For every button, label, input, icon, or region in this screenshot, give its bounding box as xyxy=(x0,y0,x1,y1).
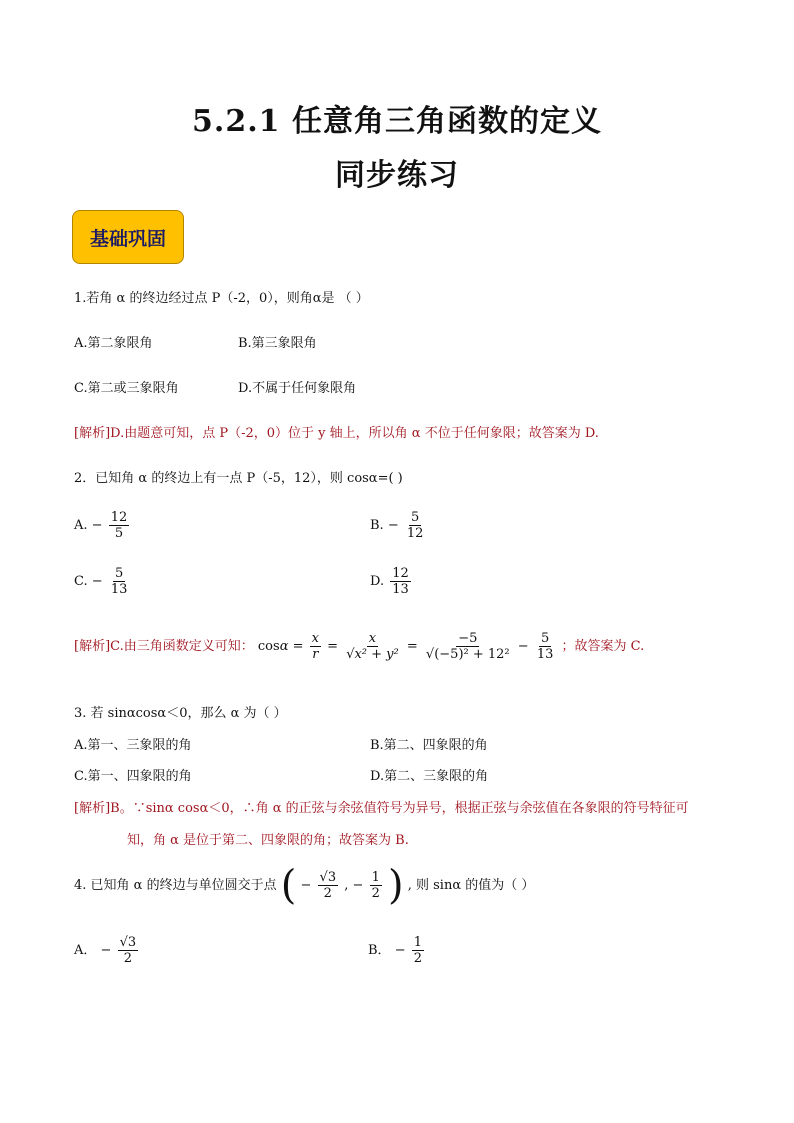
fraction xyxy=(405,510,426,541)
question-2-stem: 2．已知角 α 的终边上有一点 P（-5，12），则 cosα=( ) xyxy=(74,471,403,486)
numerator: x xyxy=(311,631,319,646)
denominator: 2 xyxy=(123,951,132,966)
minus-sign: − xyxy=(300,878,312,893)
denominator: 5 xyxy=(114,526,124,541)
q4-option-a xyxy=(74,935,140,966)
q3-option-a: A.第一、三象限的角 xyxy=(74,738,192,753)
denominator: 13 xyxy=(536,647,554,662)
right-paren: ) xyxy=(387,862,404,909)
q1-option-d: D.不属于任何象限角 xyxy=(238,381,357,396)
option-label: A． xyxy=(74,943,97,958)
page-title: 5.2.1 任意角三角函数的定义 xyxy=(192,104,602,139)
minus-sign: − xyxy=(100,943,112,958)
analysis-suffix: ；故答案为 C. xyxy=(561,639,645,654)
q3-analysis-line-2: 知，角 α 是位于第二、四象限的角；故答案为 B. xyxy=(127,833,409,848)
q4-stem-suffix: , 则 sinα 的值为（ ） xyxy=(407,878,535,893)
equals-sign: = xyxy=(327,639,339,654)
q4-stem-prefix: 4. 已知角 α 的终边与单位圆交于点 xyxy=(74,878,277,893)
option-label: C. xyxy=(74,574,88,589)
q3-option-b: B.第二、四象限的角 xyxy=(370,738,488,753)
denominator: √(−5)² + 12² xyxy=(425,647,510,662)
minus-sign: − xyxy=(517,639,529,654)
fraction-x-over-sqrt xyxy=(344,631,401,662)
question-1-stem: 1.若角 α 的终边经过点 P（-2，0），则角α是 （ ） xyxy=(74,291,369,306)
q1-analysis: [解析]D.由题意可知，点 P（-2，0）位于 y 轴上，所以角 α 不位于任何象限；故答案为 D. xyxy=(74,426,599,441)
fraction xyxy=(109,510,130,541)
q2-option-d xyxy=(370,566,413,597)
denominator: 2 xyxy=(371,886,380,901)
minus-sign: − xyxy=(352,878,364,893)
q2-option-c xyxy=(74,566,131,597)
point-y-fraction xyxy=(370,870,382,901)
denominator: 13 xyxy=(110,582,128,597)
numerator: 1 xyxy=(371,870,380,885)
analysis-prefix: [解析]C.由三角函数定义可知： xyxy=(74,639,254,654)
minus-sign: − xyxy=(91,518,103,533)
equals-sign: = xyxy=(292,639,304,654)
q3-option-c: C.第一、四象限的角 xyxy=(74,769,192,784)
minus-sign: − xyxy=(394,943,406,958)
numerator: √3 xyxy=(319,870,337,885)
numerator: 5 xyxy=(540,631,550,646)
numerator: x xyxy=(368,631,377,646)
q3-analysis-line-1: [解析]B。∵sinα cosα＜0，∴角 α 的正弦与余弦值符号为异号，根据正弦与余弦值在各象限的符号特征可 xyxy=(74,801,689,816)
q4-option-b xyxy=(368,935,426,966)
q2-option-a xyxy=(74,510,131,541)
option-label: A. xyxy=(74,518,88,533)
fraction xyxy=(118,935,139,966)
fraction-x-over-r xyxy=(310,631,321,662)
q1-option-a: A.第二象限角 xyxy=(74,336,153,351)
q1-option-b: B.第三象限角 xyxy=(238,336,317,351)
question-3-stem: 3. 若 sinαcosα＜0，那么 α 为（ ） xyxy=(74,706,287,721)
question-4-stem xyxy=(74,862,534,910)
fraction xyxy=(109,566,130,597)
q1-option-c: C.第二或三象限角 xyxy=(74,381,179,396)
minus-sign: − xyxy=(387,518,399,533)
fraction-numeric xyxy=(424,631,512,662)
numerator: 12 xyxy=(110,510,128,525)
numerator: −5 xyxy=(458,631,478,646)
denominator: 13 xyxy=(392,582,409,597)
alpha-symbol: α xyxy=(279,639,289,654)
option-label: D. xyxy=(370,574,385,589)
denominator: 2 xyxy=(413,951,423,966)
fraction xyxy=(390,566,411,597)
point-x-fraction xyxy=(318,870,339,901)
equals-sign: = xyxy=(406,639,418,654)
denominator: 12 xyxy=(406,526,424,541)
q3-option-d: D.第二、三象限的角 xyxy=(370,769,489,784)
denominator: 2 xyxy=(323,886,332,901)
numerator: 5 xyxy=(411,510,420,525)
fraction-result xyxy=(535,631,556,662)
denominator: r xyxy=(312,647,319,662)
numerator: 1 xyxy=(413,935,423,950)
denominator: √x² + y² xyxy=(346,647,399,662)
cos-text: cos xyxy=(257,639,280,654)
numerator: 5 xyxy=(114,566,124,581)
option-label: B. xyxy=(370,518,384,533)
q2-analysis xyxy=(74,626,644,668)
section-badge: 基础巩固 xyxy=(72,210,184,264)
q2-option-b xyxy=(370,510,427,541)
page-subtitle: 同步练习 xyxy=(335,158,459,193)
comma: , xyxy=(344,878,349,893)
minus-sign: − xyxy=(91,574,103,589)
left-paren: ( xyxy=(280,862,297,909)
fraction xyxy=(412,935,424,966)
numerator: 12 xyxy=(392,566,409,581)
option-label: B． xyxy=(368,943,391,958)
numerator: √3 xyxy=(119,935,137,950)
